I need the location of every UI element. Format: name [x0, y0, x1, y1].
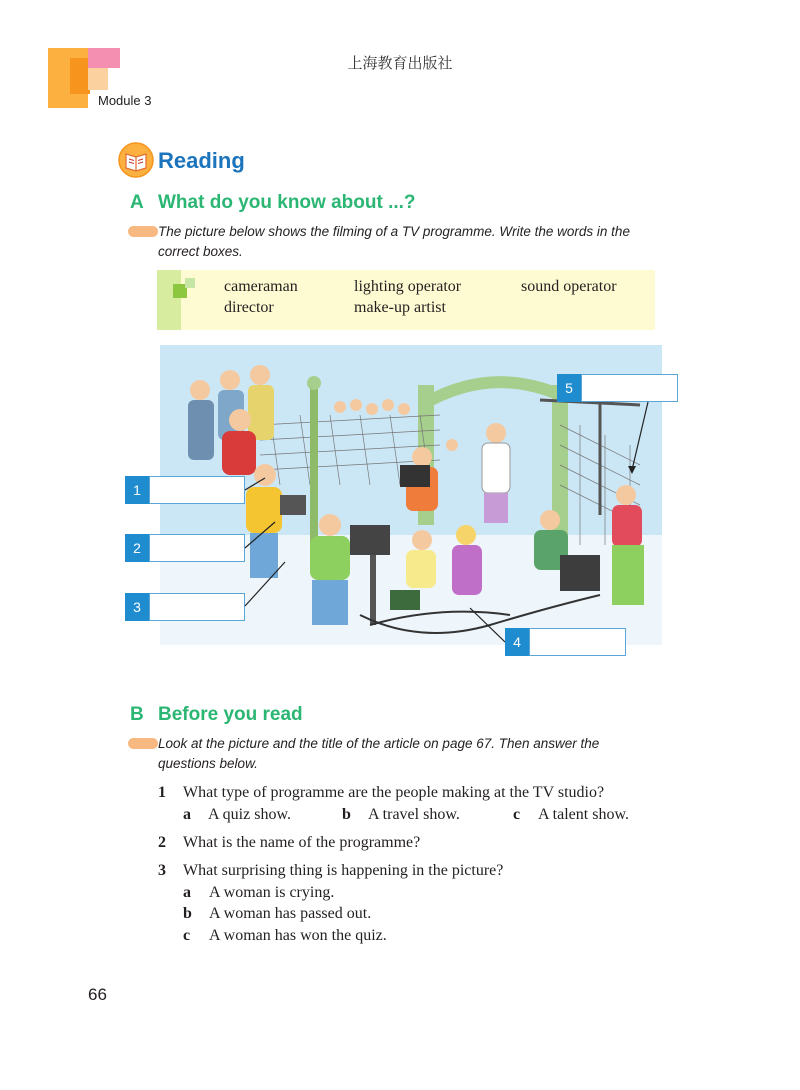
question-3-option-c-letter: c	[183, 927, 191, 944]
question-1-number: 1	[158, 784, 166, 801]
section-a-title: What do you know about ...?	[158, 192, 416, 213]
question-3-option-b[interactable]: A woman has passed out.	[209, 905, 372, 922]
question-1-option-a[interactable]: A quiz show.	[208, 806, 291, 823]
question-3-option-c[interactable]: A woman has won the quiz.	[209, 927, 387, 944]
section-b-title: Before you read	[158, 704, 303, 725]
question-1-option-c[interactable]: A talent show.	[538, 806, 629, 823]
word-director: director	[224, 299, 274, 316]
word-lighting-operator: lighting operator	[354, 278, 462, 295]
word-sound-operator: sound operator	[521, 278, 617, 295]
instruction-marker	[128, 738, 158, 749]
label-1-number: 1	[125, 476, 149, 504]
question-1-option-c-letter: c	[513, 806, 521, 823]
label-5-number: 5	[557, 374, 581, 402]
page-number: 66	[88, 985, 107, 1004]
question-3-number: 3	[158, 862, 166, 879]
question-3-text: What surprising thing is happening in the picture?	[183, 862, 504, 879]
section-a-letter: A	[130, 192, 144, 213]
question-1-option-b-letter: b	[342, 806, 351, 823]
label-2-number: 2	[125, 534, 149, 562]
word-make-up-artist: make-up artist	[354, 299, 446, 316]
question-1-text: What type of programme are the people making at the TV studio?	[183, 784, 605, 801]
question-2-number: 2	[158, 834, 166, 851]
module-label: Module 3	[98, 93, 152, 108]
section-b-letter: B	[130, 704, 144, 725]
section-a-instruction: The picture below shows the filming of a TV programme. Write the words in the correct boxes.	[158, 224, 630, 259]
label-4-number: 4	[505, 628, 529, 656]
question-3-option-a-letter: a	[183, 884, 191, 901]
question-2-text: What is the name of the programme?	[183, 834, 421, 851]
reading-title: Reading	[158, 148, 245, 173]
publisher-name: 上海教育出版社	[347, 54, 453, 72]
question-1-option-a-letter: a	[183, 806, 191, 823]
question-3-option-b-letter: b	[183, 905, 192, 922]
section-b-instruction: Look at the picture and the title of the article on page 67. Then answer the questions below.	[158, 736, 600, 771]
word-cameraman: cameraman	[224, 278, 298, 295]
question-3-option-a[interactable]: A woman is crying.	[209, 884, 335, 901]
label-3-number: 3	[125, 593, 149, 621]
question-1-option-b[interactable]: A travel show.	[368, 806, 460, 823]
